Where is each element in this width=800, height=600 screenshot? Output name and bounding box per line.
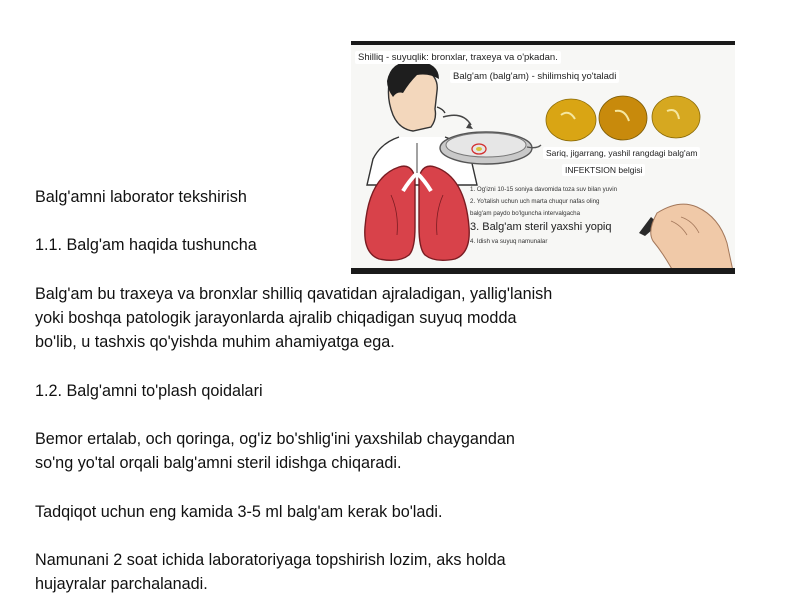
section-1-title: 1.1. Balg'am haqida tushuncha <box>35 236 257 255</box>
section-2-paragraph-2: Tadqiqot uchun eng kamida 3-5 ml balg'am kerak bo'ladi. <box>35 502 443 521</box>
infection-caption: INFEKTSION belgisi <box>562 164 645 176</box>
hand-with-pen <box>639 204 733 268</box>
document-body <box>35 185 635 596</box>
step-2: 2. Yo'talish uchun uch marta chuqur nafas oling <box>470 198 600 205</box>
step-1: 1. Og'izni 10-15 soniya davomida toza suv bilan yuvin <box>470 186 618 193</box>
section-2-paragraph-3: Namunani 2 soat ichida laboratoriyaga topshirish lozim, aks holda hujayralar parchalanadi. <box>35 550 506 594</box>
color-caption: Sariq, jigarrang, yashil rangdagi balg'am <box>543 147 700 159</box>
section-2-paragraph-1: Bemor ertalab, och qoringa, og'iz bo'shlig'ini yaxshilab chaygandan so'ng yo'tal orqali balg'amni steril idishga chiqaradi. <box>35 429 515 473</box>
step-4: 4. Idish va suyuq namunalar <box>470 238 548 245</box>
sputum-caption: Balg'am (balg'am) - shilimshiq yo'taladi <box>450 70 619 83</box>
section-1-text: Balg'am bu traxeya va bronxlar shilliq qavatidan ajraladigan, yallig'lanish yoki boshqa patologik jarayonlarda ajralib chiqadigan suyuq modda bo'lib, u tashxis qo'yishda muhim ahamiyatga ega. <box>35 284 553 352</box>
sputum-samples <box>546 96 700 141</box>
petri-dish <box>440 132 541 164</box>
section-2-title: 1.2. Balg'amni to'plash qoidalari <box>35 381 263 400</box>
step-3: 3. Balg'am steril yaxshi yopiq <box>470 221 612 233</box>
document-heading: Balg'amni laborator tekshirish <box>35 188 247 206</box>
step-2-cont: balg'am paydo bo'lguncha intervalgacha <box>470 210 581 217</box>
illustration-title: Shilliq - suyuqlik: bronxlar, traxeya va o'pkadan. <box>355 51 561 64</box>
